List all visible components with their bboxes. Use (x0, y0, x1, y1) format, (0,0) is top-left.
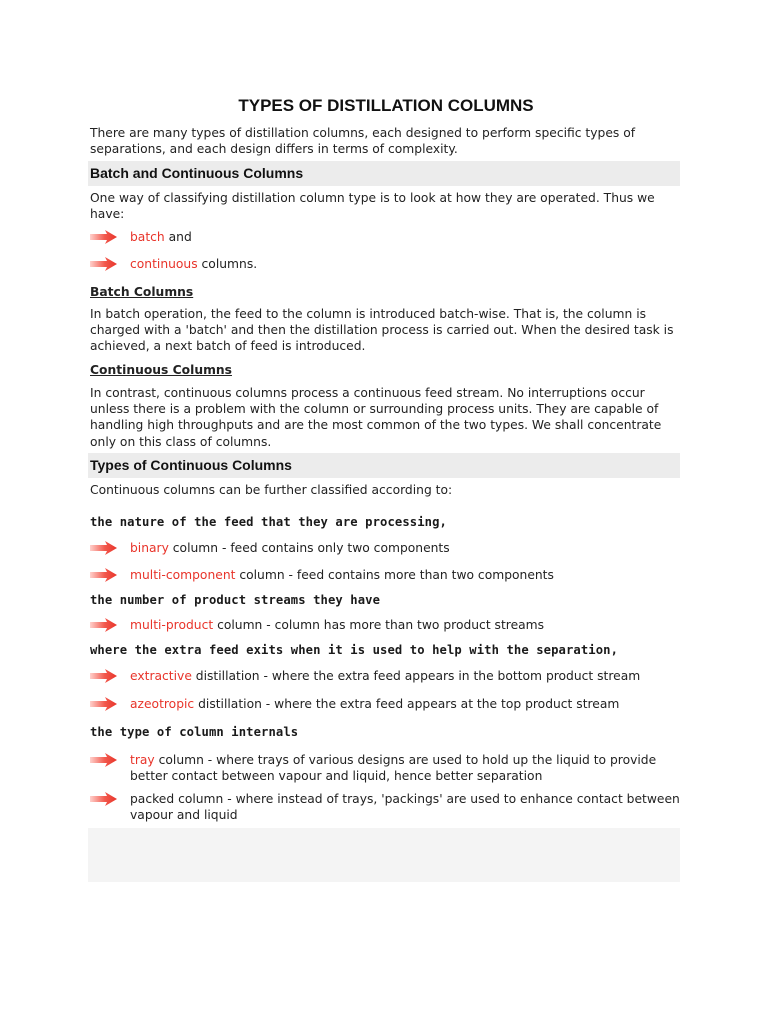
red-arrow-icon (90, 540, 118, 556)
red-arrow-icon (90, 668, 118, 684)
highlight-term: binary (130, 541, 169, 555)
red-arrow-icon (90, 256, 118, 272)
section-heading: Batch and Continuous Columns (90, 165, 304, 181)
red-arrow-icon (90, 696, 118, 712)
highlight-term: multi-component (130, 568, 236, 582)
red-arrow-icon (90, 752, 118, 768)
red-arrow-icon (90, 791, 118, 807)
page-title: TYPES OF DISTILLATION COLUMNS (238, 96, 534, 115)
batch-paragraph: In batch operation, the feed to the column is introduced batch-wise. That is, the column is charged with a 'batch' and then the distillation process is carried out. When the desired task is achieved, a next batch of feed is introduced. (90, 307, 674, 354)
continuous-paragraph: In contrast, continuous columns process a continuous feed stream. No interruptions occur unless there is a problem with the column or surrounding process units. They are capable of handling high throughputs and are the most common of the two types. We shall concentrate only on this class of columns. (90, 386, 662, 449)
red-arrow-icon (90, 617, 118, 633)
section-heading: Types of Continuous Columns (90, 457, 292, 473)
criterion-heading: the nature of the feed that they are processing, (90, 515, 447, 529)
highlight-term: azeotropic (130, 697, 195, 711)
criterion-heading: the number of product streams they have (90, 593, 381, 607)
highlight-term: tray (130, 753, 155, 767)
red-arrow-icon (90, 567, 118, 583)
red-arrow-icon (90, 229, 118, 245)
highlight-term: batch (130, 230, 165, 244)
footer-box (88, 828, 680, 882)
highlight-term: multi-product (130, 618, 214, 632)
section1-lead: One way of classifying distillation column type is to look at how they are operated. Thus we have: (90, 191, 655, 222)
subheading-batch-columns: Batch Columns (90, 285, 194, 299)
section2-lead: Continuous columns can be further classified according to: (90, 483, 453, 497)
intro-paragraph: There are many types of distillation columns, each designed to perform specific types of separations, and each design differs in terms of complexity. (90, 126, 636, 157)
criterion-heading: where the extra feed exits when it is used to help with the separation, (90, 643, 619, 657)
subheading-continuous-columns: Continuous Columns (90, 363, 232, 377)
section-band-batch-continuous (88, 161, 680, 186)
highlight-term: extractive (130, 669, 192, 683)
criterion-heading: the type of column internals (90, 725, 299, 739)
section-band-continuous-types (88, 453, 680, 478)
highlight-term: continuous (130, 257, 198, 271)
